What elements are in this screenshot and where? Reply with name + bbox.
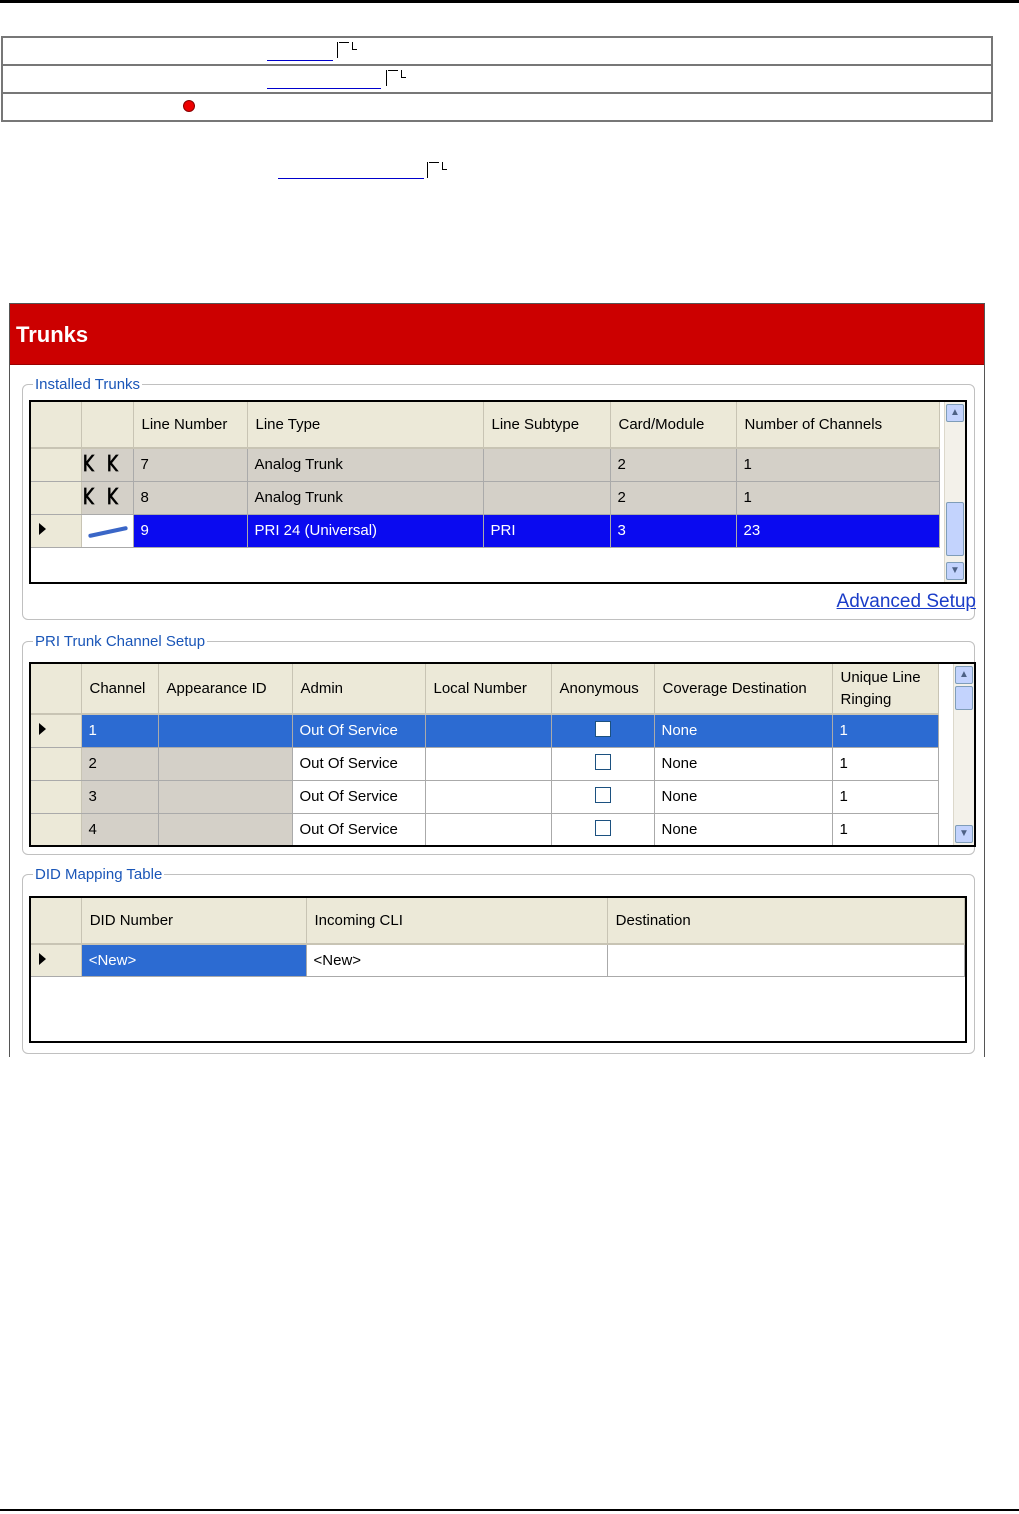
current-row-arrow-icon <box>39 523 46 535</box>
info-row <box>2 93 992 121</box>
coverage-destination-cell[interactable]: None <box>654 714 832 747</box>
column-header[interactable]: Admin <box>292 664 425 714</box>
table-row[interactable] <box>31 481 939 514</box>
current-row-arrow-icon <box>39 953 46 965</box>
table-row[interactable] <box>31 813 938 846</box>
card-module-cell[interactable]: 2 <box>610 448 736 481</box>
vertical-scrollbar[interactable] <box>953 664 974 845</box>
installed-trunks-legend: Installed Trunks <box>35 376 141 393</box>
line-number-cell[interactable]: 8 <box>133 481 247 514</box>
local-number-cell[interactable] <box>425 780 551 813</box>
pri-channel-grid <box>29 662 976 847</box>
grid-header <box>31 402 939 448</box>
did-number-cell[interactable]: <New> <box>81 944 306 976</box>
column-header[interactable]: Line Number <box>133 402 247 448</box>
status-dot-icon <box>183 100 195 112</box>
column-header[interactable]: Card/Module <box>610 402 736 448</box>
column-header[interactable]: Appearance ID <box>158 664 292 714</box>
line-type-cell[interactable]: Analog Trunk <box>247 448 483 481</box>
analog-trunk-icon: 𐊋 𐊋 <box>84 453 120 476</box>
reference-link[interactable] <box>278 160 424 179</box>
pri-setup-legend: PRI Trunk Channel Setup <box>35 633 206 650</box>
admin-cell[interactable]: Out Of Service <box>292 714 425 747</box>
scroll-up-icon[interactable]: ▲ <box>955 666 973 684</box>
channel-cell[interactable]: 4 <box>81 813 158 846</box>
channels-cell[interactable]: 1 <box>736 448 939 481</box>
coverage-destination-cell[interactable]: None <box>654 813 832 846</box>
info-link[interactable] <box>267 70 381 89</box>
row-selector[interactable] <box>31 944 81 976</box>
admin-cell[interactable]: Out Of Service <box>292 780 425 813</box>
column-header[interactable]: Local Number <box>425 664 551 714</box>
channel-cell[interactable]: 1 <box>81 714 158 747</box>
unique-line-ringing-cell[interactable]: 1 <box>832 747 938 780</box>
appearance-id-cell[interactable] <box>158 714 292 747</box>
table-row[interactable] <box>31 780 938 813</box>
info-row <box>2 37 992 65</box>
line-number-cell[interactable]: 9 <box>133 514 247 547</box>
scroll-down-icon[interactable]: ▼ <box>955 825 973 843</box>
bottom-rule <box>0 1509 1019 1511</box>
column-header[interactable]: Channel <box>81 664 158 714</box>
appearance-id-cell[interactable] <box>158 747 292 780</box>
column-header[interactable]: Anonymous <box>551 664 654 714</box>
column-header[interactable]: Coverage Destination <box>654 664 832 714</box>
line-subtype-cell[interactable] <box>483 448 610 481</box>
new-row[interactable] <box>31 944 965 976</box>
row-selector[interactable] <box>31 448 81 481</box>
local-number-cell[interactable] <box>425 813 551 846</box>
cross-reference-icon <box>386 70 408 86</box>
scroll-up-icon[interactable]: ▲ <box>946 404 964 422</box>
scroll-thumb[interactable] <box>955 686 973 710</box>
destination-cell[interactable] <box>607 944 964 976</box>
installed-trunks-grid <box>29 400 967 584</box>
admin-cell[interactable]: Out Of Service <box>292 813 425 846</box>
cross-reference-icon <box>337 42 359 58</box>
channels-cell[interactable]: 23 <box>736 514 939 547</box>
anonymous-checkbox[interactable] <box>595 754 611 770</box>
incoming-cli-cell[interactable]: <New> <box>306 944 607 976</box>
appearance-id-cell[interactable] <box>158 780 292 813</box>
channels-cell[interactable]: 1 <box>736 481 939 514</box>
grid-header <box>31 664 938 714</box>
channel-cell[interactable]: 3 <box>81 780 158 813</box>
trunks-window <box>9 303 985 1057</box>
pri-cable-icon <box>82 519 132 543</box>
column-header[interactable]: Number of Channels <box>736 402 939 448</box>
admin-cell[interactable]: Out Of Service <box>292 747 425 780</box>
column-header[interactable]: Line Type <box>247 402 483 448</box>
info-row <box>2 65 992 93</box>
line-number-cell[interactable]: 7 <box>133 448 247 481</box>
column-header[interactable]: Destination <box>607 898 964 944</box>
local-number-cell[interactable] <box>425 747 551 780</box>
advanced-setup-link[interactable]: Advanced Setup <box>836 591 976 612</box>
anonymous-checkbox[interactable] <box>595 820 611 836</box>
column-header[interactable]: DID Number <box>81 898 306 944</box>
local-number-cell[interactable] <box>425 714 551 747</box>
scroll-down-icon[interactable]: ▼ <box>946 562 964 580</box>
line-type-cell[interactable]: Analog Trunk <box>247 481 483 514</box>
column-header[interactable]: Unique Line Ringing <box>832 664 938 714</box>
anonymous-checkbox[interactable] <box>595 787 611 803</box>
grid-header <box>31 898 965 944</box>
line-subtype-cell[interactable]: PRI <box>483 514 610 547</box>
card-module-cell[interactable]: 2 <box>610 481 736 514</box>
vertical-scrollbar[interactable] <box>944 402 965 582</box>
channel-cell[interactable]: 2 <box>81 747 158 780</box>
appearance-id-cell[interactable] <box>158 813 292 846</box>
current-row-arrow-icon <box>39 723 46 735</box>
coverage-destination-cell[interactable]: None <box>654 780 832 813</box>
row-selector[interactable] <box>31 514 81 547</box>
table-row[interactable] <box>31 448 939 481</box>
row-selector[interactable] <box>31 813 81 846</box>
card-module-cell[interactable]: 3 <box>610 514 736 547</box>
row-selector[interactable] <box>31 481 81 514</box>
line-subtype-cell[interactable] <box>483 481 610 514</box>
window-header <box>10 304 984 365</box>
scroll-thumb[interactable] <box>946 502 964 556</box>
row-selector[interactable] <box>31 747 81 780</box>
cross-reference-icon <box>427 162 449 178</box>
table-row-selected[interactable] <box>31 514 939 547</box>
top-rule <box>0 0 1019 3</box>
anonymous-checkbox[interactable] <box>595 721 611 737</box>
info-table <box>1 36 993 122</box>
info-link[interactable] <box>267 42 333 61</box>
row-selector[interactable] <box>31 714 81 747</box>
coverage-destination-cell[interactable]: None <box>654 747 832 780</box>
unique-line-ringing-cell[interactable]: 1 <box>832 813 938 846</box>
window-title: Trunks <box>16 322 89 347</box>
unique-line-ringing-cell[interactable]: 1 <box>832 714 938 747</box>
did-mapping-grid <box>29 896 967 1043</box>
table-row[interactable] <box>31 747 938 780</box>
column-header[interactable]: Line Subtype <box>483 402 610 448</box>
analog-trunk-icon: 𐊋 𐊋 <box>84 486 120 509</box>
table-row-selected[interactable] <box>31 714 938 747</box>
unique-line-ringing-cell[interactable]: 1 <box>832 780 938 813</box>
did-mapping-legend: DID Mapping Table <box>35 866 163 883</box>
column-header[interactable]: Incoming CLI <box>306 898 607 944</box>
line-type-cell[interactable]: PRI 24 (Universal) <box>247 514 483 547</box>
row-selector[interactable] <box>31 780 81 813</box>
